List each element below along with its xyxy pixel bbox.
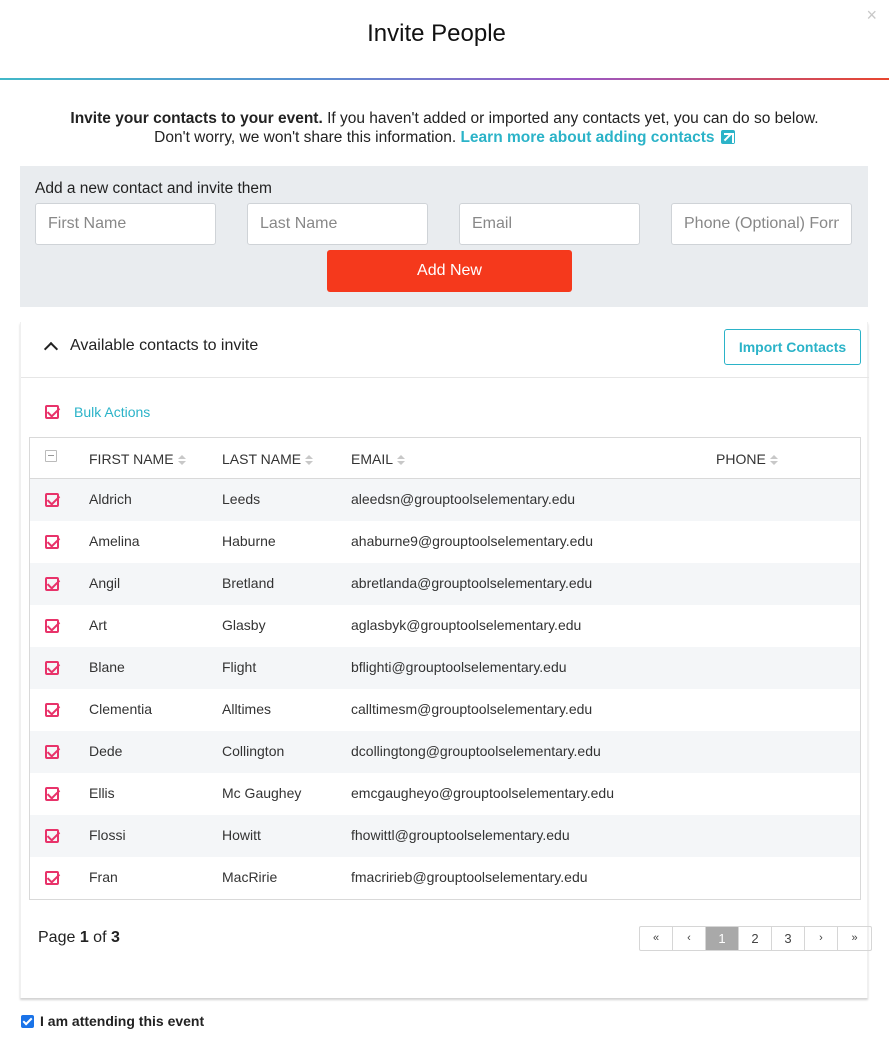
attending-label[interactable]: I am attending this event [40, 1013, 205, 1029]
external-link-icon[interactable] [721, 130, 735, 144]
intro-text [0, 109, 889, 147]
page-total: 3 [110, 929, 120, 946]
page-of-word: of [88, 929, 111, 946]
cell-email: dcollingtong@grouptoolselementary.edu [351, 743, 601, 759]
cell-email: ahaburne9@grouptoolselementary.edu [351, 533, 594, 549]
cell-first-name: Fran [89, 869, 118, 885]
contacts-card [20, 322, 868, 998]
first-page-button[interactable]: « [640, 927, 673, 950]
add-contact-panel [20, 166, 868, 307]
bulk-actions-label[interactable]: Bulk Actions [74, 404, 151, 420]
cell-last-name: Alltimes [222, 701, 272, 717]
import-contacts-button[interactable]: Import Contacts [724, 329, 861, 365]
cell-last-name: Mc Gaughey [222, 785, 302, 801]
table-row[interactable] [30, 857, 860, 899]
page-button-1[interactable]: 1 [706, 927, 739, 950]
cell-first-name: Blane [89, 659, 125, 675]
col-first-name[interactable] [89, 451, 186, 467]
cell-email: aglasbyk@grouptoolselementary.edu [351, 617, 582, 633]
cell-last-name: Leeds [222, 491, 261, 507]
col-last-name-label: LAST NAME [222, 451, 302, 467]
cell-first-name: Clementia [89, 701, 153, 717]
cell-first-name: Angil [89, 575, 121, 591]
attending-checkbox[interactable] [21, 1015, 34, 1028]
table-row[interactable] [30, 689, 860, 731]
pagination [639, 926, 872, 951]
table-row[interactable] [30, 479, 860, 521]
cell-email: emcgaugheyo@grouptoolselementary.edu [351, 785, 615, 801]
row-checkbox-icon[interactable] [45, 493, 59, 507]
modal-title: Invite People [367, 20, 506, 47]
page-current: 1 [79, 929, 89, 946]
page-word: Page [38, 929, 80, 946]
col-email[interactable] [351, 451, 405, 467]
close-icon[interactable]: × [866, 5, 877, 25]
row-checkbox-icon[interactable] [45, 703, 59, 717]
cell-first-name: Flossi [89, 827, 126, 843]
cell-email: aleedsn@grouptoolselementary.edu [351, 491, 576, 507]
table-row[interactable] [30, 731, 860, 773]
bulk-actions[interactable] [45, 404, 150, 420]
sort-icon[interactable] [305, 455, 313, 466]
intro-text-1: If you haven't added or imported any contacts yet, you can do so below. [322, 110, 819, 127]
table-row[interactable] [30, 815, 860, 857]
intro-bold: Invite your contacts to your event. [70, 110, 323, 127]
sort-icon[interactable] [770, 455, 778, 466]
cell-last-name: Haburne [222, 533, 276, 549]
cell-first-name: Art [89, 617, 107, 633]
row-checkbox-icon[interactable] [45, 619, 59, 633]
add-contact-title: Add a new contact and invite them [35, 180, 272, 197]
next-page-button[interactable]: › [805, 927, 838, 950]
contacts-card-header[interactable] [21, 322, 869, 378]
cell-email: bflighti@grouptoolselementary.edu [351, 659, 567, 675]
phone-input[interactable] [671, 203, 852, 245]
table-row[interactable] [30, 521, 860, 563]
row-checkbox-icon[interactable] [45, 577, 59, 591]
cell-email: fmacririeb@grouptoolselementary.edu [351, 869, 588, 885]
modal-header [0, 0, 889, 80]
page-button-2[interactable]: 2 [739, 927, 772, 950]
table-row[interactable] [30, 647, 860, 689]
table-row[interactable] [30, 773, 860, 815]
intro-text-2: Don't worry, we won't share this information. [154, 129, 461, 146]
cell-email: fhowittl@grouptoolselementary.edu [351, 827, 570, 843]
cell-email: calltimesm@grouptoolselementary.edu [351, 701, 593, 717]
cell-first-name: Dede [89, 743, 123, 759]
table-header [30, 438, 860, 479]
contacts-card-title: Available contacts to invite [70, 337, 259, 354]
row-checkbox-icon[interactable] [45, 829, 59, 843]
cell-first-name: Aldrich [89, 491, 132, 507]
cell-first-name: Ellis [89, 785, 115, 801]
contacts-table [29, 437, 861, 900]
page-indicator [38, 929, 120, 947]
row-checkbox-icon[interactable] [45, 535, 59, 549]
first-name-input[interactable] [35, 203, 216, 245]
cell-last-name: Collington [222, 743, 285, 759]
cell-last-name: Bretland [222, 575, 275, 591]
select-all-checkbox[interactable] [45, 450, 57, 462]
row-checkbox-icon[interactable] [45, 871, 59, 885]
cell-first-name: Amelina [89, 533, 140, 549]
col-phone[interactable] [716, 451, 778, 467]
chevron-up-icon[interactable] [44, 342, 58, 356]
col-email-label: EMAIL [351, 451, 394, 467]
page-button-3[interactable]: 3 [772, 927, 805, 950]
header-divider [0, 78, 889, 80]
row-checkbox-icon[interactable] [45, 661, 59, 675]
cell-last-name: Howitt [222, 827, 261, 843]
learn-more-link[interactable]: Learn more about adding contacts [460, 129, 715, 146]
col-phone-label: PHONE [716, 451, 766, 467]
attending-option[interactable] [21, 1013, 204, 1029]
last-name-input[interactable] [247, 203, 428, 245]
cell-last-name: Glasby [222, 617, 266, 633]
table-row[interactable] [30, 605, 860, 647]
sort-icon[interactable] [178, 455, 186, 466]
prev-page-button[interactable]: ‹ [673, 927, 706, 950]
row-checkbox-icon[interactable] [45, 787, 59, 801]
email-input[interactable] [459, 203, 640, 245]
cell-email: abretlanda@grouptoolselementary.edu [351, 575, 593, 591]
bulk-checkbox-icon[interactable] [45, 405, 59, 419]
last-page-button[interactable]: » [851, 932, 858, 944]
row-checkbox-icon[interactable] [45, 745, 59, 759]
col-last-name[interactable] [222, 451, 313, 467]
cell-last-name: MacRirie [222, 869, 278, 885]
table-row[interactable] [30, 563, 860, 605]
sort-icon[interactable] [397, 455, 405, 466]
add-new-button[interactable]: Add New [327, 250, 572, 292]
col-first-name-label: FIRST NAME [89, 451, 174, 467]
cell-last-name: Flight [222, 659, 257, 675]
